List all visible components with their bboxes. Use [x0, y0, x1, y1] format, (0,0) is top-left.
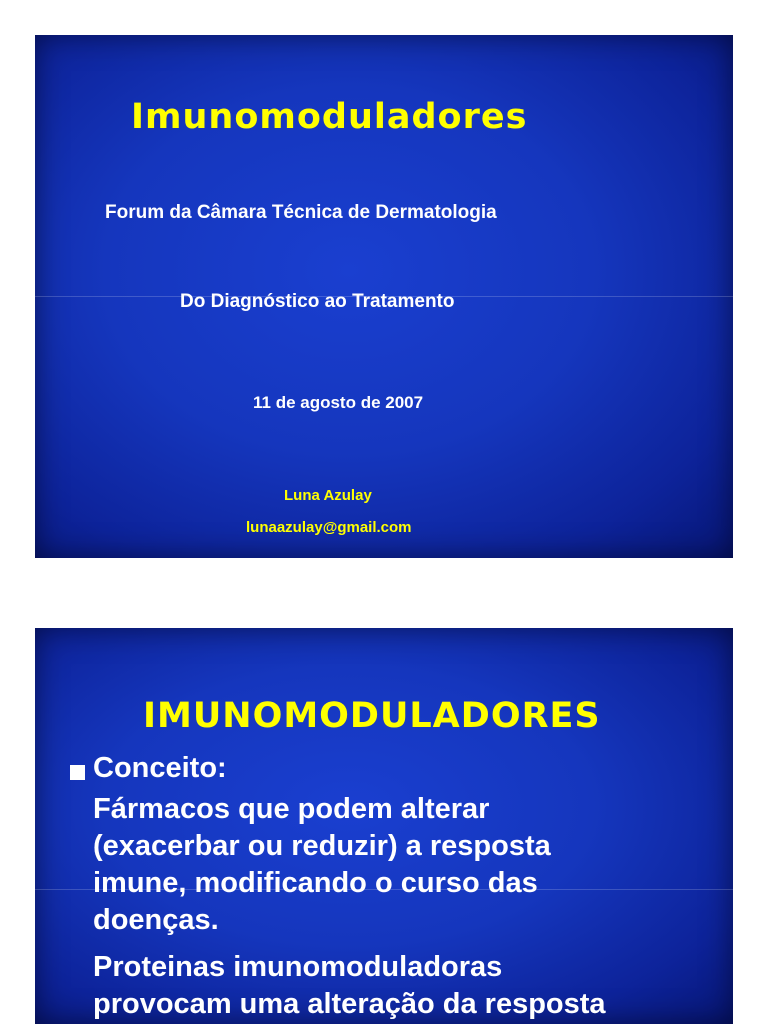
event-date: 11 de agosto de 2007 — [253, 393, 424, 412]
slide-1-subtitle: Do Diagnóstico ao Tratamento — [180, 291, 455, 312]
slide-2-title: IMUNOMODULADORES — [143, 696, 601, 736]
slide-1-title: Imunomoduladores — [131, 97, 528, 137]
slide-2 — [35, 628, 733, 1024]
paragraph-line: imune, modificando o curso das — [93, 867, 538, 899]
paragraph-line: Fármacos que podem alterar — [93, 793, 490, 825]
author-name: Luna Azulay — [284, 487, 372, 504]
slide-1 — [35, 35, 733, 558]
paragraph-line: (exacerbar ou reduzir) a resposta — [93, 830, 551, 862]
protein-paragraph — [93, 949, 713, 1023]
square-bullet-icon — [70, 765, 85, 780]
forum-name: Forum da Câmara Técnica de Dermatologia — [105, 202, 497, 223]
concept-paragraph — [93, 791, 713, 939]
bullet-heading: Conceito: — [93, 752, 227, 784]
paragraph-line: doenças. — [93, 904, 219, 936]
paragraph-line: provocam uma alteração da resposta — [93, 988, 606, 1020]
paragraph-line: Proteinas imunomoduladoras — [93, 951, 503, 983]
author-email: lunaazulay@gmail.com — [246, 519, 412, 536]
